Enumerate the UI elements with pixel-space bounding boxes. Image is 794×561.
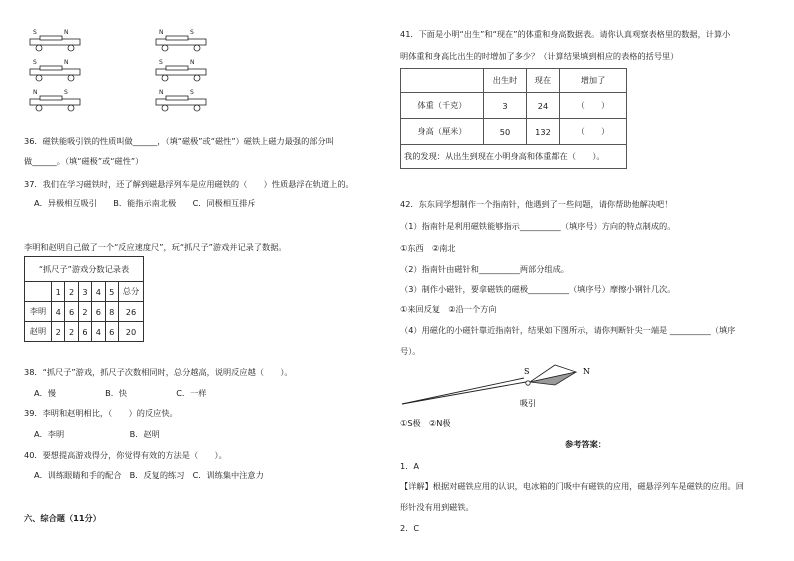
magnet-cart-right-0 (156, 29, 206, 51)
question-42-part4-options: ①S极 ②N极 (400, 418, 451, 428)
score-table (24, 256, 144, 342)
magnet-pole-label: S (159, 59, 163, 66)
needle-n-label: N (583, 367, 590, 376)
question-36-line1: 36．磁铁能吸引铁的性质叫做______，（填“磁极”或“磁性”）磁铁上磁力最强的部分叫 (24, 136, 334, 146)
magnet-pole-label: N (159, 29, 164, 36)
table-row: 体重（千克） 3 24 （ ） (401, 93, 627, 119)
question-38-options: A．慢 B．快 C．一样 (34, 388, 207, 398)
question-37: 37．我们在学习磁铁时，还了解到磁悬浮列车是应用磁铁的（ ）性质悬浮在轨道上的。 (24, 179, 354, 189)
question-42-part4-line1: （4）用磁化的小磁针靠近指南针，结果如下图所示，请你判断针尖一端是 __________（填序 (400, 325, 736, 335)
attract-label: 吸引 (520, 399, 536, 408)
table-footer: 我的发现：从出生到现在小明身高和体重都在（ ）。 (401, 145, 627, 169)
question-39-options: A．李明 B．赵明 (34, 429, 160, 439)
magnet-pole-label: N (159, 89, 164, 96)
question-42-part2: （2）指南针由磁针和__________两部分组成。 (400, 264, 569, 274)
magnet-pole-label: N (64, 29, 69, 36)
question-42-part4-line2: 号）。 (400, 346, 421, 356)
question-38: 38．“抓尺子”游戏，抓尺子次数相同时，总分越高，说明反应越（ ）。 (24, 367, 293, 377)
magnet-pole-label: N (33, 89, 38, 96)
question-39: 39．李明和赵明相比，（ ）的反应快。 (24, 408, 178, 418)
answer-1: 1．A (400, 461, 419, 471)
question-42: 42．东东同学想制作一个指南针，他遇到了一些问题，请你帮助他解决吧！ (400, 199, 673, 209)
magnet-cart-left-2 (30, 89, 80, 111)
game-intro: 李明和赵明自己做了一个“反应速度尺”，玩“抓尺子”游戏并记录了数据。 (24, 242, 287, 252)
height-weight-table (400, 68, 627, 169)
question-42-part3: （3）制作小磁针，要拿磁铁的磁极__________（填序号）摩擦小钢针几次。 (400, 284, 676, 294)
table-row: 1 2 3 4 5 总分 (25, 282, 144, 302)
question-40: 40．要想提高游戏得分，你觉得有效的方法是（ ）。 (24, 450, 227, 460)
magnet-pole-label: N (190, 59, 195, 66)
needle-s-label: S (524, 367, 530, 376)
score-table-title: “抓尺子”游戏分数记录表 (25, 257, 144, 282)
table-row: 身高（厘米） 50 132 （ ） (401, 119, 627, 145)
question-40-options: A．训练眼睛和手的配合 B．反复的练习 C．训练集中注意力 (34, 470, 264, 480)
question-41-line1: 41．下面是小明“出生”和“现在”的体重和身高数据表。请你认真观察表格里的数据，计算小 (400, 29, 731, 39)
magnet-cart-left-0 (30, 29, 80, 51)
answer-1-explanation-line1: 【详解】根据对磁铁应用的认识，电冰箱的门吸中有磁铁的应用，磁悬浮列车是磁铁的应用。回 (400, 481, 744, 491)
question-37-options: A．异极相互吸引 B．能指示南北极 C．同极相互排斥 (34, 198, 256, 208)
question-42-part1: （1）指南针是利用磁铁能够指示__________（填序号）方向的特点制成的。 (400, 221, 676, 231)
magnet-pole-label: S (190, 89, 194, 96)
magnet-cart-right-2 (156, 89, 206, 111)
magnet-cart-right-1 (156, 59, 206, 81)
magnet-pole-label: S (64, 89, 68, 96)
section-heading: 六、综合题（11分） (24, 513, 101, 523)
question-42-part3-options: ①来回反复 ②沿一个方向 (400, 304, 497, 314)
magnet-pole-label: S (33, 59, 37, 66)
magnet-pole-label: S (190, 29, 194, 36)
compass-needle-figure (400, 360, 600, 410)
magnet-pairs-figure (28, 24, 228, 119)
question-36-line2: 做______。（填“磁极”或“磁性”） (24, 156, 144, 166)
magnet-pole-label: N (64, 59, 69, 66)
table-row: 出生时 现在 增加了 (401, 69, 627, 93)
magnet-cart-left-1 (30, 59, 80, 81)
answer-title: 参考答案： (565, 439, 606, 449)
table-row: 李明 4 6 2 6 8 26 (25, 302, 144, 322)
magnet-pole-label: S (33, 29, 37, 36)
question-41-line2: 明体重和身高比出生的时增加了多少？（计算结果填到相应的表格的括号里） (400, 51, 679, 61)
table-row: 赵明 2 2 6 4 6 20 (25, 322, 144, 342)
answer-1-explanation-line2: 形针没有用到磁铁。 (400, 502, 474, 512)
answer-2: 2．C (400, 523, 420, 533)
question-42-part1-options: ①东西 ②南北 (400, 243, 456, 253)
table-row (401, 145, 627, 169)
